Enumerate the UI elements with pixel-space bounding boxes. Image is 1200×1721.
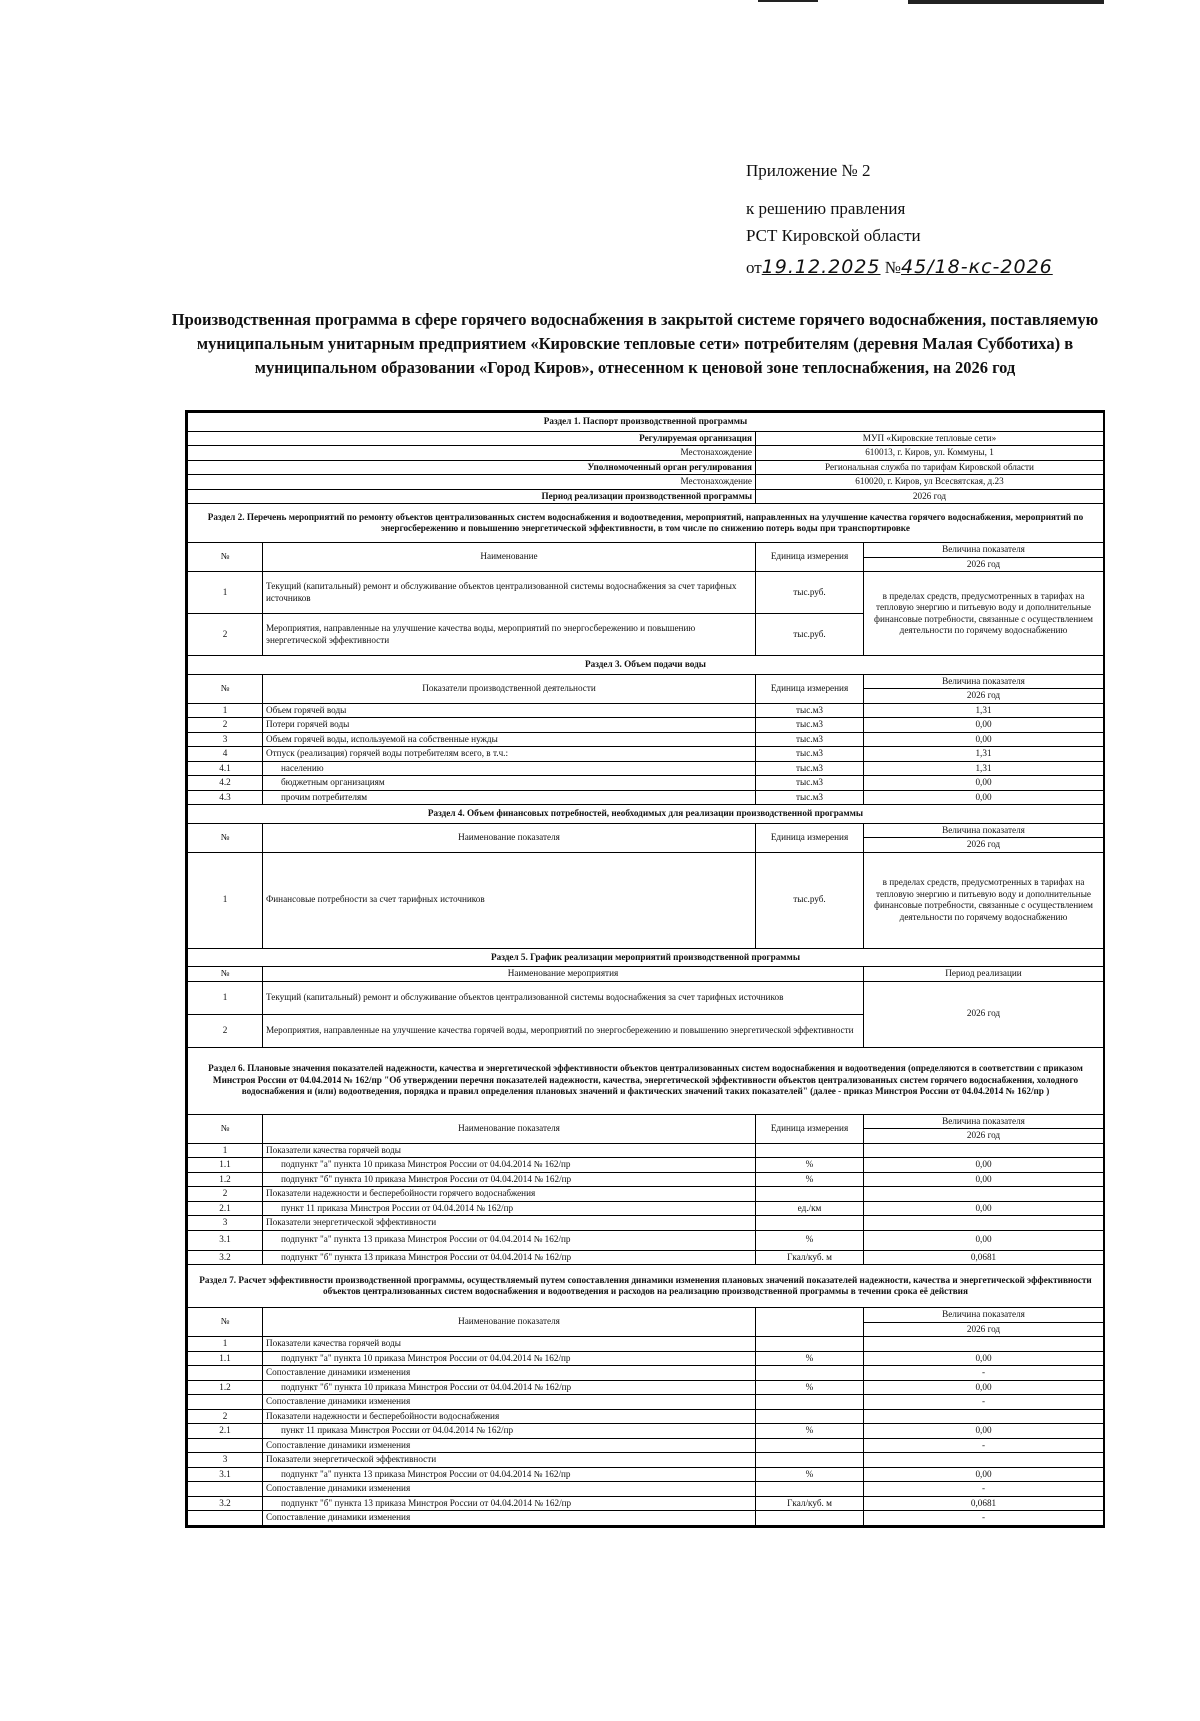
table-row-value — [864, 1216, 1104, 1231]
table-row-unit — [756, 1337, 864, 1352]
table-row-num: 1 — [188, 852, 263, 948]
date-prefix: от — [746, 258, 762, 278]
s2-header-name: Наименование — [263, 543, 756, 572]
s3-header-unit: Единица измерения — [756, 674, 864, 703]
table-row-value: - — [864, 1438, 1104, 1453]
table-row-num: 2 — [188, 614, 263, 656]
table-row-unit: Гкал/куб. м — [756, 1496, 864, 1511]
table-row-unit — [756, 1366, 864, 1381]
table-row-value: - — [864, 1366, 1104, 1381]
table-row-name: подпункт "б" пункта 10 приказа Минстроя России от 04.04.2014 № 162/пр — [263, 1380, 756, 1395]
table-row-name: подпункт "а" пункта 10 приказа Минстроя России от 04.04.2014 № 162/пр — [263, 1351, 756, 1366]
s4-header-year: 2026 год — [864, 838, 1104, 853]
table-row-value: 0,00 — [864, 1351, 1104, 1366]
table-row-unit: ед./км — [756, 1201, 864, 1216]
table-row-name: прочим потребителям — [263, 790, 756, 805]
table-row-num: 3.2 — [188, 1496, 263, 1511]
table-row-unit — [756, 1143, 864, 1158]
section7-title: Раздел 7. Расчет эффективности производственной программы, осуществляемый путем сопоставления динамики изменения плановых значений показателей надежности, качества и энергетической эффективности объектов централизованных систем водоснабжения и водоотведения и расходов на реализацию производственной программы в течении срока её действия — [188, 1265, 1104, 1308]
table-row-value — [864, 1453, 1104, 1468]
table-row-num: 3.1 — [188, 1467, 263, 1482]
table-row-name: Мероприятия, направленные на улучшение качества воды, мероприятий по энергосбережению и повышению энергетической эффективности — [263, 614, 756, 656]
table-row-name: Сопоставление динамики изменения — [263, 1395, 756, 1410]
s3-header-name: Показатели производственной деятельности — [263, 674, 756, 703]
appendix-line1: к решению правления — [746, 199, 906, 219]
table-row-num: 2 — [188, 1014, 263, 1047]
table-row-num — [188, 1438, 263, 1453]
s4-header-num: № — [188, 823, 263, 852]
table-row-unit: % — [756, 1467, 864, 1482]
table-row-value: 1,31 — [864, 703, 1104, 718]
table-row-num: 1 — [188, 1143, 263, 1158]
table-row-name: Показатели качества горячей воды — [263, 1337, 756, 1352]
s7-header-unit — [756, 1308, 864, 1337]
table-row-unit: % — [756, 1351, 864, 1366]
s4-header-value: Величина показателя — [864, 823, 1104, 838]
decision-ref — [746, 253, 1053, 282]
s6-header-value: Величина показателя — [864, 1114, 1104, 1129]
authority-value: Региональная служба по тарифам Кировской области — [756, 460, 1104, 475]
table-row-num: 3.2 — [188, 1250, 263, 1265]
s3-header-value: Величина показателя — [864, 674, 1104, 689]
table-row-unit: Гкал/куб. м — [756, 1250, 864, 1265]
section3-title: Раздел 3. Объем подачи воды — [188, 656, 1104, 675]
table-row-value: в пределах средств, предусмотренных в тарифах на тепловую энергию и питьевую воду и дополнительные финансовые потребности, связанные с осуществлением деятельности по горячему водоснабжению — [864, 852, 1104, 948]
table-row-unit — [756, 1395, 864, 1410]
s2-header-value: Величина показателя — [864, 543, 1104, 558]
s3-header-num: № — [188, 674, 263, 703]
table-row-name: пункт 11 приказа Минстроя России от 04.04.2014 № 162/пр — [263, 1424, 756, 1439]
table-row-name: бюджетным организациям — [263, 776, 756, 791]
table-row-unit: % — [756, 1380, 864, 1395]
handwritten-number: 45/18-кс-2026 — [901, 256, 1053, 279]
table-row-value — [864, 1337, 1104, 1352]
table-row-num: 4 — [188, 747, 263, 762]
s7-header-year: 2026 год — [864, 1322, 1104, 1337]
table-row-num: 1.1 — [188, 1351, 263, 1366]
table-row-num: 1.2 — [188, 1380, 263, 1395]
table-row-value: 0,00 — [864, 1230, 1104, 1250]
table-row-name: Показатели энергетической эффективности — [263, 1453, 756, 1468]
table-row-value — [864, 1143, 1104, 1158]
table-row-num — [188, 1482, 263, 1497]
table-row-unit: тыс.м3 — [756, 761, 864, 776]
table-row-name: подпункт "а" пункта 10 приказа Минстроя России от 04.04.2014 № 162/пр — [263, 1158, 756, 1173]
table-row-num: 3 — [188, 732, 263, 747]
table-row-unit: тыс.м3 — [756, 732, 864, 747]
table-row-num: 2 — [188, 1187, 263, 1202]
table-row-num: 1.1 — [188, 1158, 263, 1173]
table-row-num: 3 — [188, 1453, 263, 1468]
s2-header-unit: Единица измерения — [756, 543, 864, 572]
table-row-name: Текущий (капитальный) ремонт и обслуживание объектов централизованной системы водоснабжения за счет тарифных источников — [263, 572, 756, 614]
s4-header-name: Наименование показателя — [263, 823, 756, 852]
table-row-value: 0,00 — [864, 732, 1104, 747]
table-row-name: Показатели качества горячей воды — [263, 1143, 756, 1158]
table-row-unit: тыс.м3 — [756, 790, 864, 805]
table-row-name: Текущий (капитальный) ремонт и обслуживание объектов централизованной системы водоснабжения за счет тарифных источников — [263, 981, 864, 1014]
table-row-unit: % — [756, 1172, 864, 1187]
table-row-num: 4.1 — [188, 761, 263, 776]
authority-location-value: 610020, г. Киров, ул Всесвятская, д.23 — [756, 475, 1104, 490]
table-row-unit — [756, 1511, 864, 1526]
table-row-num — [188, 1395, 263, 1410]
table-row-num — [188, 1366, 263, 1381]
s2-merged-value: в пределах средств, предусмотренных в тарифах на тепловую энергию и питьевую воду и дополнительные финансовые потребности, связанные с осуществлением деятельности по горячему водоснабжению — [864, 572, 1104, 656]
section1-title: Раздел 1. Паспорт производственной программы — [188, 413, 1104, 432]
table-row-name: Мероприятия, направленные на улучшение качества горячей воды, мероприятий по энергосбережению и повышению энергетической эффективности — [263, 1014, 864, 1047]
table-row-name: Сопоставление динамики изменения — [263, 1482, 756, 1497]
table-row-value: - — [864, 1482, 1104, 1497]
period-value: 2026 год — [756, 489, 1104, 504]
table-row-name: подпункт "б" пункта 10 приказа Минстроя России от 04.04.2014 № 162/пр — [263, 1172, 756, 1187]
s7-header-value: Величина показателя — [864, 1308, 1104, 1323]
table-row-value — [864, 1409, 1104, 1424]
appendix-line2: РСТ Кировской области — [746, 225, 921, 245]
s7-header-name: Наименование показателя — [263, 1308, 756, 1337]
table-row-unit — [756, 1482, 864, 1497]
table-row-num: 2 — [188, 1409, 263, 1424]
table-row-value: 0,00 — [864, 1467, 1104, 1482]
table-row-unit: тыс.м3 — [756, 718, 864, 733]
table-row-unit — [756, 1409, 864, 1424]
table-row-value: 0,00 — [864, 1201, 1104, 1216]
org-location-label: Местонахождение — [188, 446, 756, 461]
table-row-num: 1 — [188, 1337, 263, 1352]
table-row-name: подпункт "а" пункта 13 приказа Минстроя России от 04.04.2014 № 162/пр — [263, 1467, 756, 1482]
s6-header-unit: Единица измерения — [756, 1114, 864, 1143]
table-row-name: населению — [263, 761, 756, 776]
table-row-num: 1 — [188, 981, 263, 1014]
program-table — [185, 410, 1105, 1528]
table-row-unit — [756, 1438, 864, 1453]
table-row-name: Сопоставление динамики изменения — [263, 1438, 756, 1453]
table-row-num: 4.2 — [188, 776, 263, 791]
table-row-num: 2.1 — [188, 1424, 263, 1439]
s5-header-num: № — [188, 967, 263, 982]
table-row-unit — [756, 1453, 864, 1468]
period-label: Период реализации производственной программы — [188, 489, 756, 504]
table-row-unit: % — [756, 1424, 864, 1439]
table-row-value: 0,00 — [864, 1380, 1104, 1395]
org-value: МУП «Кировские тепловые сети» — [756, 431, 1104, 446]
section5-title: Раздел 5. График реализации мероприятий производственной программы — [188, 948, 1104, 967]
table-row-name: подпункт "б" пункта 13 приказа Минстроя России от 04.04.2014 № 162/пр — [263, 1496, 756, 1511]
table-row-name: Сопоставление динамики изменения — [263, 1511, 756, 1526]
table-row-num: 1 — [188, 703, 263, 718]
s6-header-year: 2026 год — [864, 1129, 1104, 1144]
table-row-num: 3 — [188, 1216, 263, 1231]
table-row-unit: % — [756, 1158, 864, 1173]
table-row-num: 2.1 — [188, 1201, 263, 1216]
table-row-name: Показатели надежности и бесперебойности водоснабжения — [263, 1409, 756, 1424]
s6-header-num: № — [188, 1114, 263, 1143]
table-row-unit: тыс.м3 — [756, 703, 864, 718]
section4-title: Раздел 4. Объем финансовых потребностей, необходимых для реализации производственной программы — [188, 805, 1104, 824]
table-row-num: 1 — [188, 572, 263, 614]
table-row-value: 0,0681 — [864, 1496, 1104, 1511]
table-row-value: 1,31 — [864, 747, 1104, 762]
table-row-value: 0,0681 — [864, 1250, 1104, 1265]
table-row-num: 3.1 — [188, 1230, 263, 1250]
appendix-number: Приложение № 2 — [746, 161, 871, 180]
table-row-unit — [756, 1187, 864, 1202]
table-row-value: 0,00 — [864, 1158, 1104, 1173]
table-row-num: 2 — [188, 718, 263, 733]
table-row-value: - — [864, 1395, 1104, 1410]
table-row-name: Показатели надежности и бесперебойности горячего водоснабжения — [263, 1187, 756, 1202]
table-row-unit: тыс.руб. — [756, 852, 864, 948]
table-row-name: Объем горячей воды, используемой на собственные нужды — [263, 732, 756, 747]
table-row-name: подпункт "а" пункта 13 приказа Минстроя России от 04.04.2014 № 162/пр — [263, 1230, 756, 1250]
scan-mark-left — [758, 0, 818, 2]
number-prefix: № — [884, 258, 901, 278]
table-row-name: пункт 11 приказа Минстроя России от 04.04.2014 № 162/пр — [263, 1201, 756, 1216]
document-title: Производственная программа в сфере горячего водоснабжения в закрытой системе горячего водоснабжения, поставляемую муниципальным унитарным предприятием «Кировские тепловые сети» потребителям (деревня Малая Субботиха) в муниципальном образовании «Город Киров», отнесенном к ценовой зоне теплоснабжения, на 2026 год — [171, 310, 1099, 377]
org-label: Регулируемая организация — [188, 431, 756, 446]
org-location-value: 610013, г. Киров, ул. Коммуны, 1 — [756, 446, 1104, 461]
s4-header-unit: Единица измерения — [756, 823, 864, 852]
table-row-name: Сопоставление динамики изменения — [263, 1366, 756, 1381]
s5-header-period: Период реализации — [864, 967, 1104, 982]
table-row-name: Потери горячей воды — [263, 718, 756, 733]
table-row-name: Финансовые потребности за счет тарифных источников — [263, 852, 756, 948]
table-row-value: - — [864, 1511, 1104, 1526]
table-row-name: Отпуск (реализация) горячей воды потребителям всего, в т.ч.: — [263, 747, 756, 762]
s5-period-value: 2026 год — [864, 981, 1104, 1047]
table-row-value: 0,00 — [864, 790, 1104, 805]
s2-header-year: 2026 год — [864, 557, 1104, 572]
table-row-num: 1.2 — [188, 1172, 263, 1187]
table-row-value: 0,00 — [864, 1424, 1104, 1439]
table-row-name: Показатели энергетической эффективности — [263, 1216, 756, 1231]
table-row-value: 0,00 — [864, 1172, 1104, 1187]
table-row-unit: % — [756, 1230, 864, 1250]
table-row-unit: тыс.м3 — [756, 776, 864, 791]
scan-mark-right — [908, 0, 1104, 4]
table-row-value: 1,31 — [864, 761, 1104, 776]
table-row-value — [864, 1187, 1104, 1202]
authority-label: Уполномоченный орган регулирования — [188, 460, 756, 475]
table-row-unit — [756, 1216, 864, 1231]
section6-title: Раздел 6. Плановые значения показателей надежности, качества и энергетической эффективности объектов централизованных систем водоснабжения и водоотведения (определяются в соответствии с приказом Минстроя России от 04.04.2014 № 162/пр "Об утверждении перечня показателей надежности, качества, энергетической эффективности объектов централизованных систем горячего водоснабжения, холодного водоснабжения и (или) водоотведения, порядка и правил определения плановых значений и фактических значений таких показателей" (далее - приказ Минстроя России от 04.04.2014 № 162/пр ) — [188, 1047, 1104, 1114]
appendix-block — [746, 158, 1053, 282]
table-row-name: подпункт "б" пункта 13 приказа Минстроя России от 04.04.2014 № 162/пр — [263, 1250, 756, 1265]
table-row-name: Объем горячей воды — [263, 703, 756, 718]
table-row-unit: тыс.руб. — [756, 572, 864, 614]
table-row-unit: тыс.м3 — [756, 747, 864, 762]
table-row-value: 0,00 — [864, 776, 1104, 791]
s5-header-name: Наименование мероприятия — [263, 967, 864, 982]
s3-header-year: 2026 год — [864, 689, 1104, 704]
handwritten-date: 19.12.2025 — [761, 256, 881, 279]
table-row-num: 4.3 — [188, 790, 263, 805]
s2-header-num: № — [188, 543, 263, 572]
authority-location-label: Местонахождение — [188, 475, 756, 490]
table-row-unit: тыс.руб. — [756, 614, 864, 656]
table-row-num — [188, 1511, 263, 1526]
s6-header-name: Наименование показателя — [263, 1114, 756, 1143]
section2-title: Раздел 2. Перечень мероприятий по ремонту объектов централизованных систем водоснабжения и водоотведения, мероприятий, направленных на улучшение качества горячего водоснабжения, мероприятий по энергосбережению и повышению энергетической эффективности, в том числе по снижению потерь воды при транспортировке — [188, 504, 1104, 543]
table-row-value: 0,00 — [864, 718, 1104, 733]
s7-header-num: № — [188, 1308, 263, 1337]
